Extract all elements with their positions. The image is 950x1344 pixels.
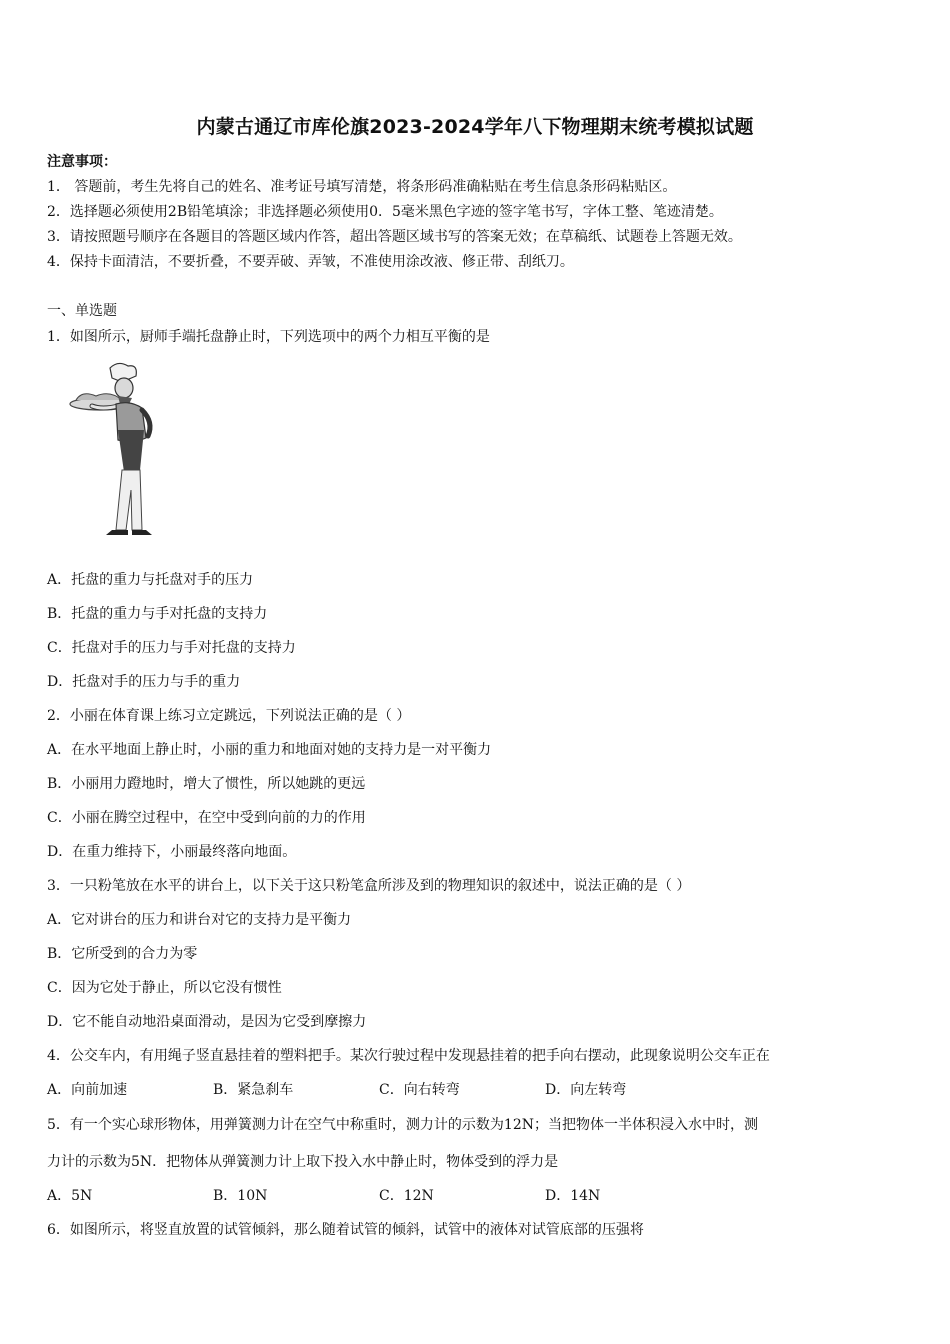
q4-option-b: B．紧急刹车 (213, 1082, 294, 1098)
q5-option-c: C．12N (379, 1188, 434, 1204)
q4-options (47, 1081, 907, 1099)
q4-option-c: C．向右转弯 (379, 1082, 460, 1098)
q3-option-a: A．它对讲台的压力和讲台对它的支持力是平衡力 (47, 912, 352, 928)
q1-stem: 1．如图所示，厨师手端托盘静止时，下列选项中的两个力相互平衡的是 (47, 329, 490, 345)
chef-holding-tray-image (62, 360, 174, 540)
q3-option-b: B．它所受到的合力为零 (47, 946, 198, 962)
q2-stem: 2．小丽在体育课上练习立定跳远，下列说法正确的是（ ） (47, 708, 411, 724)
q4-option-d: D．向左转弯 (545, 1082, 627, 1098)
q1-option-a: A．托盘的重力与托盘对手的压力 (47, 572, 254, 588)
notice-item-1: 1． 答题前，考生先将自己的姓名、准考证号填写清楚，将条形码准确粘贴在考生信息条形码粘贴区。 (47, 179, 677, 195)
q3-option-c: C．因为它处于静止，所以它没有惯性 (47, 980, 282, 996)
q3-stem: 3．一只粉笔放在水平的讲台上，以下关于这只粉笔盒所涉及到的物理知识的叙述中，说法正确的是（ ） (47, 878, 691, 894)
q2-option-d: D．在重力维持下，小丽最终落向地面。 (47, 844, 297, 860)
q1-option-c: C．托盘对手的压力与手对托盘的支持力 (47, 640, 296, 656)
q5-stem-line-1: 5．有一个实心球形物体，用弹簧测力计在空气中称重时，测力计的示数为12N；当把物体一半体积浸入水中时，测 (47, 1117, 758, 1133)
section-heading: 一、单选题 (47, 303, 117, 319)
notice-item-3: 3．请按照题号顺序在各题目的答题区域内作答，超出答题区域书写的答案无效；在草稿纸、试题卷上答题无效。 (47, 229, 742, 245)
notice-item-2: 2．选择题必须使用2B铅笔填涂；非选择题必须使用0．5毫米黑色字迹的签字笔书写，字体工整、笔迹清楚。 (47, 204, 723, 220)
notice-heading: 注意事项： (47, 154, 117, 170)
q2-option-c: C．小丽在腾空过程中，在空中受到向前的力的作用 (47, 810, 366, 826)
chef-illustration (62, 360, 174, 540)
q2-option-a: A．在水平地面上静止时，小丽的重力和地面对她的支持力是一对平衡力 (47, 742, 492, 758)
q4-option-a: A．向前加速 (47, 1082, 128, 1098)
q5-option-d: D．14N (545, 1188, 601, 1204)
q4-stem: 4．公交车内，有用绳子竖直悬挂着的塑料把手。某次行驶过程中发现悬挂着的把手向右摆动，此现象说明公交车正在 (47, 1048, 770, 1064)
q5-options (47, 1187, 907, 1205)
q1-option-d: D．托盘对手的压力与手的重力 (47, 674, 241, 690)
q5-option-b: B．10N (213, 1188, 268, 1204)
q3-option-d: D．它不能自动地沿桌面滑动，是因为它受到摩擦力 (47, 1014, 367, 1030)
page-title: 内蒙古通辽市库伦旗2023-2024学年八下物理期末统考模拟试题 (196, 116, 754, 138)
notice-item-4: 4．保持卡面清洁，不要折叠，不要弄破、弄皱，不准使用涂改液、修正带、刮纸刀。 (47, 254, 574, 270)
q1-option-b: B．托盘的重力与手对托盘的支持力 (47, 606, 268, 622)
q6-stem: 6．如图所示，将竖直放置的试管倾斜，那么随着试管的倾斜，试管中的液体对试管底部的压强将 (47, 1222, 644, 1238)
q5-stem-line-2: 力计的示数为5N．把物体从弹簧测力计上取下投入水中静止时，物体受到的浮力是 (47, 1154, 559, 1170)
q2-option-b: B．小丽用力蹬地时，增大了惯性，所以她跳的更远 (47, 776, 366, 792)
q5-option-a: A．5N (47, 1188, 93, 1204)
